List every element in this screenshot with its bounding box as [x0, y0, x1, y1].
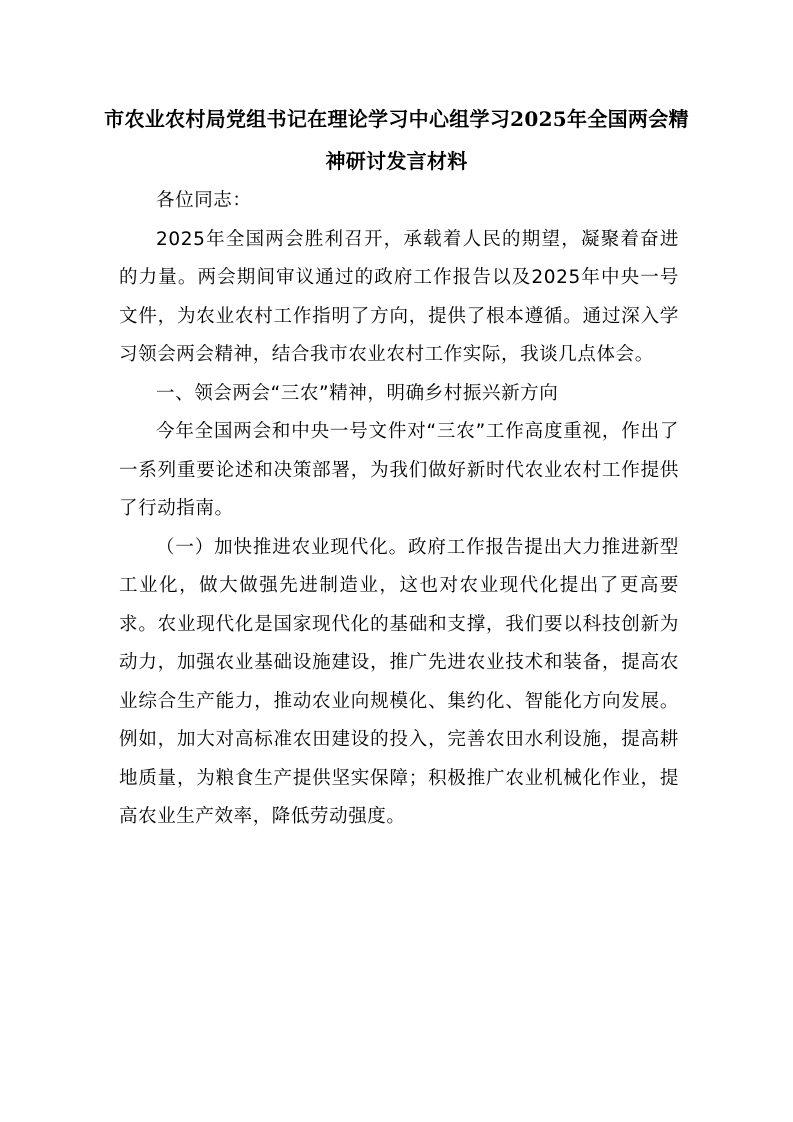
salutation: 各位同志： [156, 190, 252, 211]
document-body [119, 182, 679, 837]
subsection-1-paragraph: （一）加快推进农业现代化。政府工作报告提出大力推进新型工业化，做大做强先进制造业，这也对农业现代化提出了更高要求。农业现代化是国家现代化的基础和支撑，我们要以科技创新为动力，加强农业基础设施建设，推广先进农业技术和装备，提高农业综合生产能力，推动农业向规模化、集约化、智能化方向发展。例如，加大对高标准农田建设的投入，完善农田水利设施，提高耕地质量，为粮食生产提供坚实保障；积极推广农业机械化作业，提高农业生产效率，降低劳动强度。 [119, 536, 679, 827]
intro-paragraph: 2025年全国两会胜利召开，承载着人民的期望，凝聚着奋进的力量。两会期间审议通过的政府工作报告以及2025年中央一号文件，为农业农村工作指明了方向，提供了根本遵循。通过深入学习领会两会精神，结合我市农业农村工作实际，我谈几点体会。 [119, 228, 679, 365]
document-title: 市农业农村局党组书记在理论学习中心组学习2025年全国两会精神研讨发言材料 [104, 107, 689, 173]
section-heading-1: 一、领会两会“三农”精神，明确乡村振兴新方向 [156, 382, 559, 404]
section-1-paragraph: 今年全国两会和中央一号文件对“三农”工作高度重视，作出了一系列重要论述和决策部署，为我们做好新时代农业农村工作提供了行动指南。 [119, 421, 679, 519]
